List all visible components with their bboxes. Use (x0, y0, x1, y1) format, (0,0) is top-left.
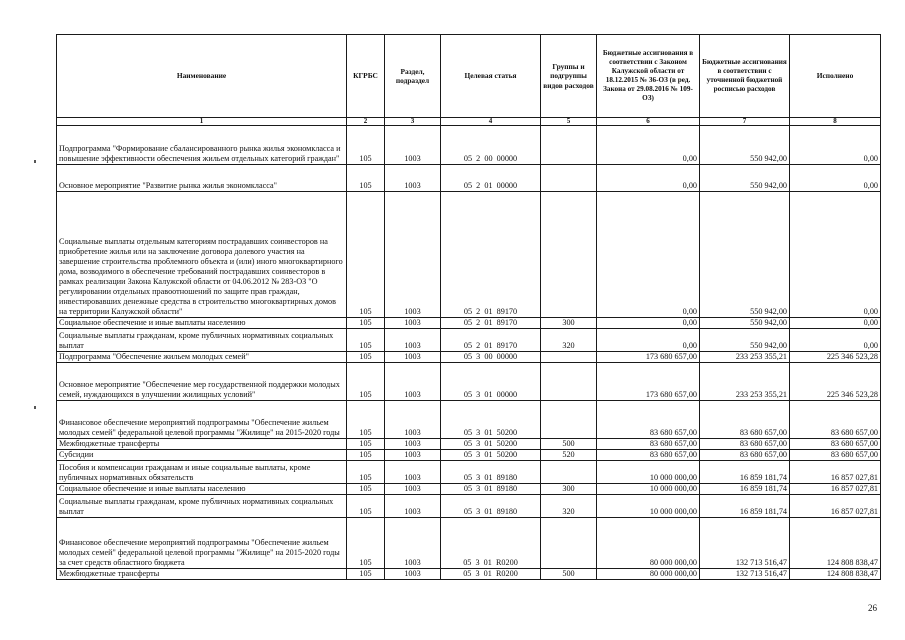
table-row (57, 401, 881, 439)
row-kgrbs: 105 (347, 165, 385, 192)
row-target: 05 3 01 50200 (441, 450, 541, 461)
row-name: Пособия и компенсации гражданам и иные социальные выплаты, кроме публичных нормативных обязательств (57, 461, 347, 484)
row-group: 500 (541, 569, 597, 580)
row-executed: 225 346 523,28 (790, 363, 881, 401)
row-kgrbs: 105 (347, 439, 385, 450)
row-section: 1003 (385, 352, 441, 363)
row-executed: 0,00 (790, 165, 881, 192)
table-row (57, 165, 881, 192)
row-section: 1003 (385, 318, 441, 329)
row-group (541, 363, 597, 401)
table-row (57, 352, 881, 363)
table-row (57, 569, 881, 580)
row-section: 1003 (385, 165, 441, 192)
row-target: 05 3 01 50200 (441, 401, 541, 439)
row-target: 05 3 01 R0200 (441, 518, 541, 569)
header-groups: Группы и подгруппы видов расходов (541, 35, 597, 118)
row-group: 520 (541, 450, 597, 461)
row-law: 173 680 657,00 (597, 363, 700, 401)
row-group (541, 165, 597, 192)
table-row (57, 439, 881, 450)
row-name: Подпрограмма "Формирование сбалансированного рынка жилья экономкласса и повышение эффективности обеспечения жильем отдельных категорий граждан" (57, 126, 347, 165)
row-executed: 0,00 (790, 192, 881, 318)
column-number: 2 (347, 118, 385, 126)
row-law: 0,00 (597, 165, 700, 192)
row-law: 0,00 (597, 126, 700, 165)
row-target: 05 2 00 00000 (441, 126, 541, 165)
row-section: 1003 (385, 495, 441, 518)
table-row (57, 329, 881, 352)
scan-margin-mark (34, 406, 36, 409)
row-name: Межбюджетные трансферты (57, 439, 347, 450)
row-name: Социальные выплаты отдельным категориям пострадавших соинвесторов на приобретение жилья или на заключение договора долевого участия на завершение строительства проблемного объекта и (или) иного многоквартирного дома, возводимого в обеспечение требований пострадавших соинвесторов в рамках реализации Закона Калужской области от 04.06.2012 № 283-ОЗ "О регулировании отдельных правоотношений по защите прав граждан, инвестировавших денежные средства в строительство многоквартирных домов на территории Калужской области" (57, 192, 347, 318)
budget-table-body (57, 126, 881, 580)
row-executed: 225 346 523,28 (790, 352, 881, 363)
row-target: 05 3 01 89180 (441, 495, 541, 518)
row-section: 1003 (385, 363, 441, 401)
row-adjusted: 16 859 181,74 (700, 495, 790, 518)
row-name: Основное мероприятие "Обеспечение мер государственной поддержки молодых семей, нуждающихся в улучшении жилищных условий" (57, 363, 347, 401)
header-law-assignments: Бюджетные ассигнования в соответствии с Законом Калужской области от 18.12.2015 № 36-ОЗ (в ред. Закона от 29.08.2016 № 109-ОЗ) (597, 35, 700, 118)
row-executed: 0,00 (790, 126, 881, 165)
row-kgrbs: 105 (347, 329, 385, 352)
table-row (57, 363, 881, 401)
row-executed: 0,00 (790, 329, 881, 352)
row-target: 05 2 01 89170 (441, 318, 541, 329)
budget-table (56, 34, 881, 580)
row-group (541, 192, 597, 318)
row-name: Межбюджетные трансферты (57, 569, 347, 580)
row-target: 05 3 01 89180 (441, 461, 541, 484)
row-law: 0,00 (597, 318, 700, 329)
row-target: 05 2 01 89170 (441, 329, 541, 352)
row-kgrbs: 105 (347, 461, 385, 484)
row-kgrbs: 105 (347, 484, 385, 495)
row-adjusted: 550 942,00 (700, 165, 790, 192)
header-adjusted-assignments: Бюджетные ассигнования в соответствии с уточненной бюджетной росписью расходов (700, 35, 790, 118)
column-number: 6 (597, 118, 700, 126)
row-executed: 16 857 027,81 (790, 461, 881, 484)
row-adjusted: 233 253 355,21 (700, 352, 790, 363)
row-group (541, 126, 597, 165)
row-kgrbs: 105 (347, 192, 385, 318)
row-group: 320 (541, 495, 597, 518)
row-kgrbs: 105 (347, 401, 385, 439)
row-law: 10 000 000,00 (597, 495, 700, 518)
row-adjusted: 16 859 181,74 (700, 484, 790, 495)
row-target: 05 3 00 00000 (441, 352, 541, 363)
row-section: 1003 (385, 518, 441, 569)
column-number: 5 (541, 118, 597, 126)
row-target: 05 2 01 89170 (441, 192, 541, 318)
row-law: 83 680 657,00 (597, 450, 700, 461)
row-adjusted: 16 859 181,74 (700, 461, 790, 484)
scan-margin-mark (34, 160, 36, 163)
header-section: Раздел, подраздел (385, 35, 441, 118)
row-executed: 83 680 657,00 (790, 401, 881, 439)
row-target: 05 3 01 R0200 (441, 569, 541, 580)
column-number: 3 (385, 118, 441, 126)
row-executed: 83 680 657,00 (790, 439, 881, 450)
header-target: Целевая статья (441, 35, 541, 118)
row-adjusted: 550 942,00 (700, 126, 790, 165)
row-group (541, 461, 597, 484)
row-group: 300 (541, 484, 597, 495)
row-kgrbs: 105 (347, 363, 385, 401)
row-name: Субсидии (57, 450, 347, 461)
budget-sheet (56, 34, 880, 580)
column-number-row (57, 118, 881, 126)
row-name: Социальное обеспечение и иные выплаты населению (57, 318, 347, 329)
row-adjusted: 132 713 516,47 (700, 569, 790, 580)
row-executed: 124 808 838,47 (790, 569, 881, 580)
page-number: 26 (868, 603, 877, 613)
row-adjusted: 550 942,00 (700, 318, 790, 329)
row-law: 0,00 (597, 329, 700, 352)
row-name: Финансовое обеспечение мероприятий подпрограммы "Обеспечение жильем молодых семей" федеральной целевой программы "Жилище" на 2015-2020 годы (57, 401, 347, 439)
row-kgrbs: 105 (347, 318, 385, 329)
row-section: 1003 (385, 329, 441, 352)
table-row (57, 518, 881, 569)
row-law: 80 000 000,00 (597, 518, 700, 569)
row-target: 05 3 01 00000 (441, 363, 541, 401)
row-kgrbs: 105 (347, 518, 385, 569)
row-section: 1003 (385, 192, 441, 318)
row-executed: 124 808 838,47 (790, 518, 881, 569)
row-law: 83 680 657,00 (597, 439, 700, 450)
row-law: 10 000 000,00 (597, 461, 700, 484)
header-executed: Исполнено (790, 35, 881, 118)
column-number: 1 (57, 118, 347, 126)
row-target: 05 3 01 50200 (441, 439, 541, 450)
row-law: 10 000 000,00 (597, 484, 700, 495)
row-name: Социальное обеспечение и иные выплаты населению (57, 484, 347, 495)
column-number: 4 (441, 118, 541, 126)
row-section: 1003 (385, 401, 441, 439)
table-row (57, 192, 881, 318)
header-kgrbs: КГРБС (347, 35, 385, 118)
row-name: Подпрограмма "Обеспечение жильем молодых семей" (57, 352, 347, 363)
row-executed: 83 680 657,00 (790, 450, 881, 461)
table-row (57, 450, 881, 461)
row-adjusted: 83 680 657,00 (700, 401, 790, 439)
row-law: 80 000 000,00 (597, 569, 700, 580)
row-executed: 0,00 (790, 318, 881, 329)
row-executed: 16 857 027,81 (790, 484, 881, 495)
table-row (57, 318, 881, 329)
row-adjusted: 550 942,00 (700, 192, 790, 318)
row-law: 83 680 657,00 (597, 401, 700, 439)
row-kgrbs: 105 (347, 569, 385, 580)
row-kgrbs: 105 (347, 352, 385, 363)
header-name: Наименование (57, 35, 347, 118)
row-section: 1003 (385, 126, 441, 165)
row-kgrbs: 105 (347, 126, 385, 165)
row-adjusted: 83 680 657,00 (700, 450, 790, 461)
header-row (57, 35, 881, 118)
table-row (57, 461, 881, 484)
row-kgrbs: 105 (347, 450, 385, 461)
column-number: 8 (790, 118, 881, 126)
row-group: 300 (541, 318, 597, 329)
row-name: Социальные выплаты гражданам, кроме публичных нормативных социальных выплат (57, 329, 347, 352)
row-adjusted: 132 713 516,47 (700, 518, 790, 569)
row-name: Финансовое обеспечение мероприятий подпрограммы "Обеспечение жильем молодых семей" федеральной целевой программы "Жилище" на 2015-2020 годы за счет средств областного бюджета (57, 518, 347, 569)
row-adjusted: 233 253 355,21 (700, 363, 790, 401)
row-name: Социальные выплаты гражданам, кроме публичных нормативных социальных выплат (57, 495, 347, 518)
row-section: 1003 (385, 461, 441, 484)
column-number: 7 (700, 118, 790, 126)
row-kgrbs: 105 (347, 495, 385, 518)
row-group: 500 (541, 439, 597, 450)
row-executed: 16 857 027,81 (790, 495, 881, 518)
row-section: 1003 (385, 439, 441, 450)
row-name: Основное мероприятие "Развитие рынка жилья экономкласса" (57, 165, 347, 192)
table-row (57, 495, 881, 518)
table-row (57, 126, 881, 165)
row-group (541, 518, 597, 569)
row-adjusted: 83 680 657,00 (700, 439, 790, 450)
row-section: 1003 (385, 484, 441, 495)
table-row (57, 484, 881, 495)
row-group (541, 352, 597, 363)
row-group (541, 401, 597, 439)
row-section: 1003 (385, 450, 441, 461)
row-target: 05 2 01 00000 (441, 165, 541, 192)
row-section: 1003 (385, 569, 441, 580)
row-law: 0,00 (597, 192, 700, 318)
row-target: 05 3 01 89180 (441, 484, 541, 495)
row-law: 173 680 657,00 (597, 352, 700, 363)
row-adjusted: 550 942,00 (700, 329, 790, 352)
row-group: 320 (541, 329, 597, 352)
